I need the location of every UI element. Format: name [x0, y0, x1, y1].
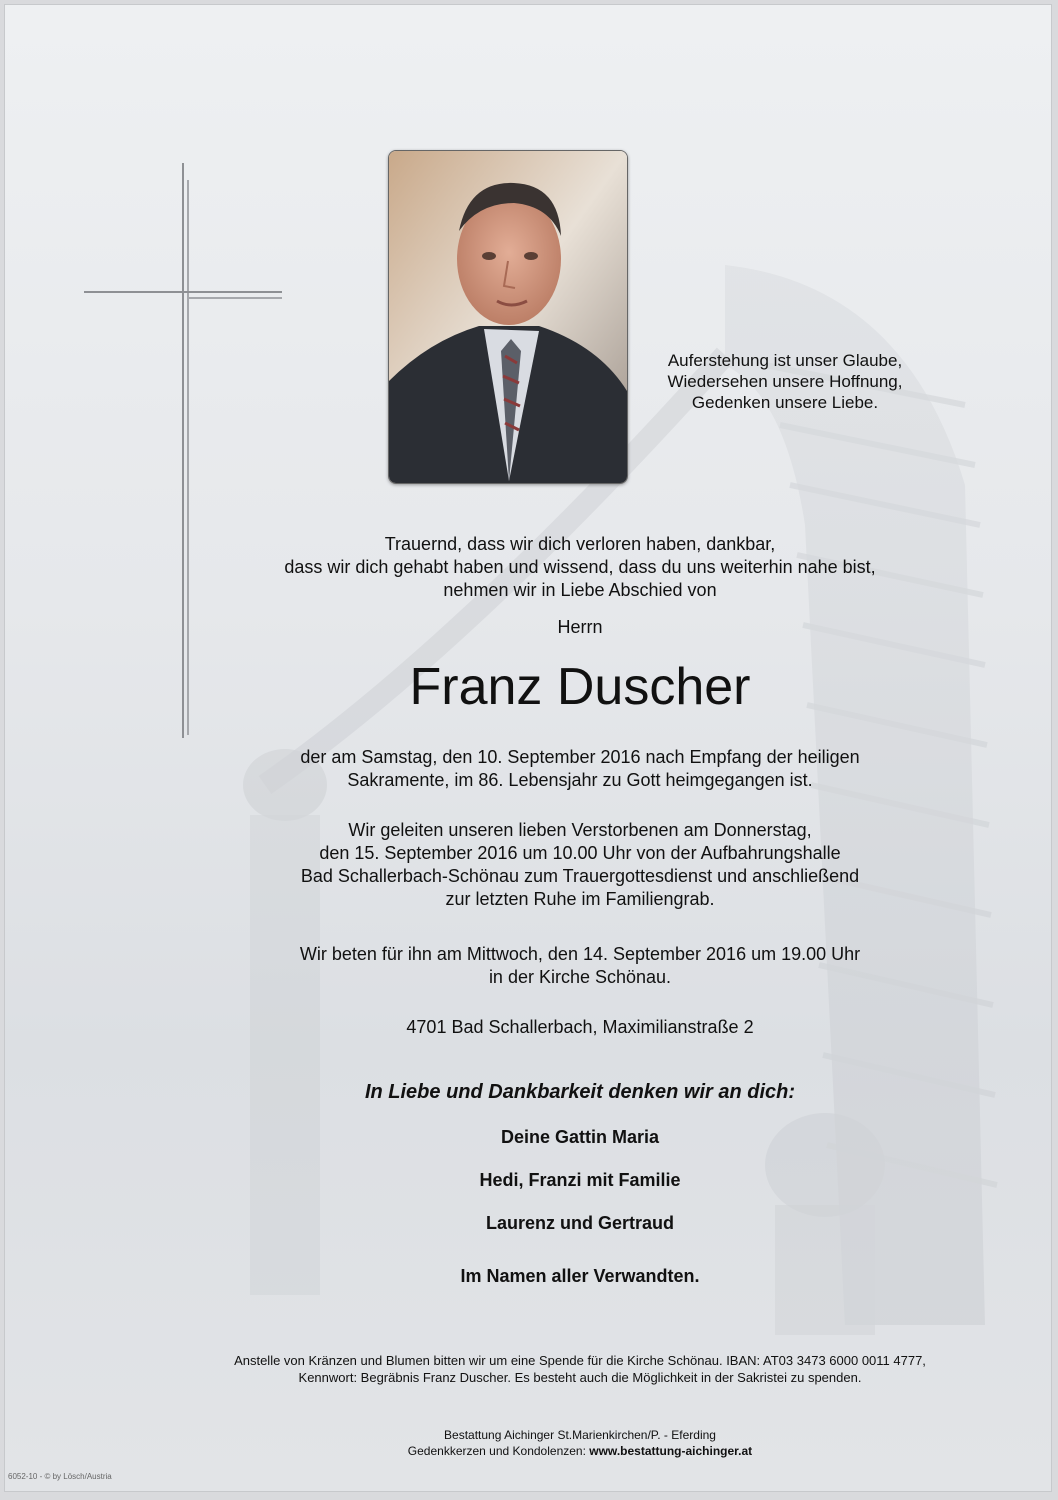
death-notice-paragraph [180, 746, 980, 792]
text-line: Wir geleiten unseren lieben Verstorbenen am Donnerstag, [348, 820, 812, 840]
funeral-home-name: Bestattung Aichinger St.Marienkirchen/P. - Eferding [444, 1428, 716, 1442]
honorific: Herrn [557, 617, 603, 637]
condolence-label: Gedenkkerzen und Kondolenzen: [407, 1444, 590, 1458]
cross-vertical-line-inner [187, 180, 189, 735]
text-line: Wir beten für ihn am Mittwoch, den 14. September 2016 um 19.00 Uhr [299, 944, 861, 964]
family-member: Hedi, Franzi mit Familie [479, 1170, 681, 1190]
cross-horizontal-line-inner [188, 297, 282, 299]
donation-line: Kennwort: Begräbnis Franz Duscher. Es besteht auch die Möglichkeit in der Sakristei zu spenden. [298, 1370, 862, 1385]
funeral-paragraph [180, 819, 980, 911]
closing-line: In Liebe und Dankbarkeit denken wir an dich: [364, 1081, 796, 1103]
intro-line: Trauernd, dass wir dich verloren haben, dankbar, [384, 534, 776, 554]
funeral-home-footer [280, 1427, 880, 1459]
text-line: in der Kirche Schönau. [488, 967, 672, 987]
intro-line: nehmen wir in Liebe Abschied von [443, 580, 717, 600]
address-paragraph [180, 1016, 980, 1039]
intro-line: dass wir dich gehabt haben und wissend, dass du uns weiterhin nahe bist, [284, 557, 876, 577]
condolence-url-link[interactable]: www.bestattung-aichinger.at [589, 1444, 753, 1458]
text-line: Bad Schallerbach-Schönau zum Trauergottesdienst und anschließend [300, 866, 860, 886]
family-member: Im Namen aller Verwandten. [460, 1266, 700, 1286]
copyright-note: 6052-10 - © by Lösch/Austria [8, 1472, 112, 1481]
text-line: Sakramente, im 86. Lebensjahr zu Gott heimgegangen ist. [347, 770, 813, 790]
text-line: den 15. September 2016 um 10.00 Uhr von der Aufbahrungshalle [319, 843, 841, 863]
donation-line: Anstelle von Kränzen und Blumen bitten wir um eine Spende für die Kirche Schönau. IBAN: AT03 3473 6000 0011 4777, [234, 1353, 926, 1368]
donation-note [130, 1352, 1030, 1386]
cross-vertical-line [182, 163, 184, 738]
motto-quote [620, 350, 950, 413]
portrait-illustration [389, 151, 627, 483]
prayer-paragraph [180, 943, 980, 989]
family-member: Deine Gattin Maria [500, 1127, 660, 1147]
intro-text [180, 533, 980, 602]
deceased-name: Franz Duscher [409, 658, 751, 716]
text-line: 4701 Bad Schallerbach, Maximilianstraße 2 [406, 1017, 754, 1037]
text-line: der am Samstag, den 10. September 2016 nach Empfang der heiligen [300, 747, 860, 767]
condolence-line [280, 1443, 880, 1459]
text-line: zur letzten Ruhe im Familiengrab. [445, 889, 715, 909]
family-member: Laurenz und Gertraud [485, 1213, 674, 1233]
motto-line: Gedenken unsere Liebe. [691, 393, 879, 412]
portrait-photo [388, 150, 628, 484]
motto-line: Auferstehung ist unser Glaube, [667, 351, 903, 370]
cross-horizontal-line [84, 291, 282, 293]
motto-line: Wiedersehen unsere Hoffnung, [667, 372, 903, 391]
